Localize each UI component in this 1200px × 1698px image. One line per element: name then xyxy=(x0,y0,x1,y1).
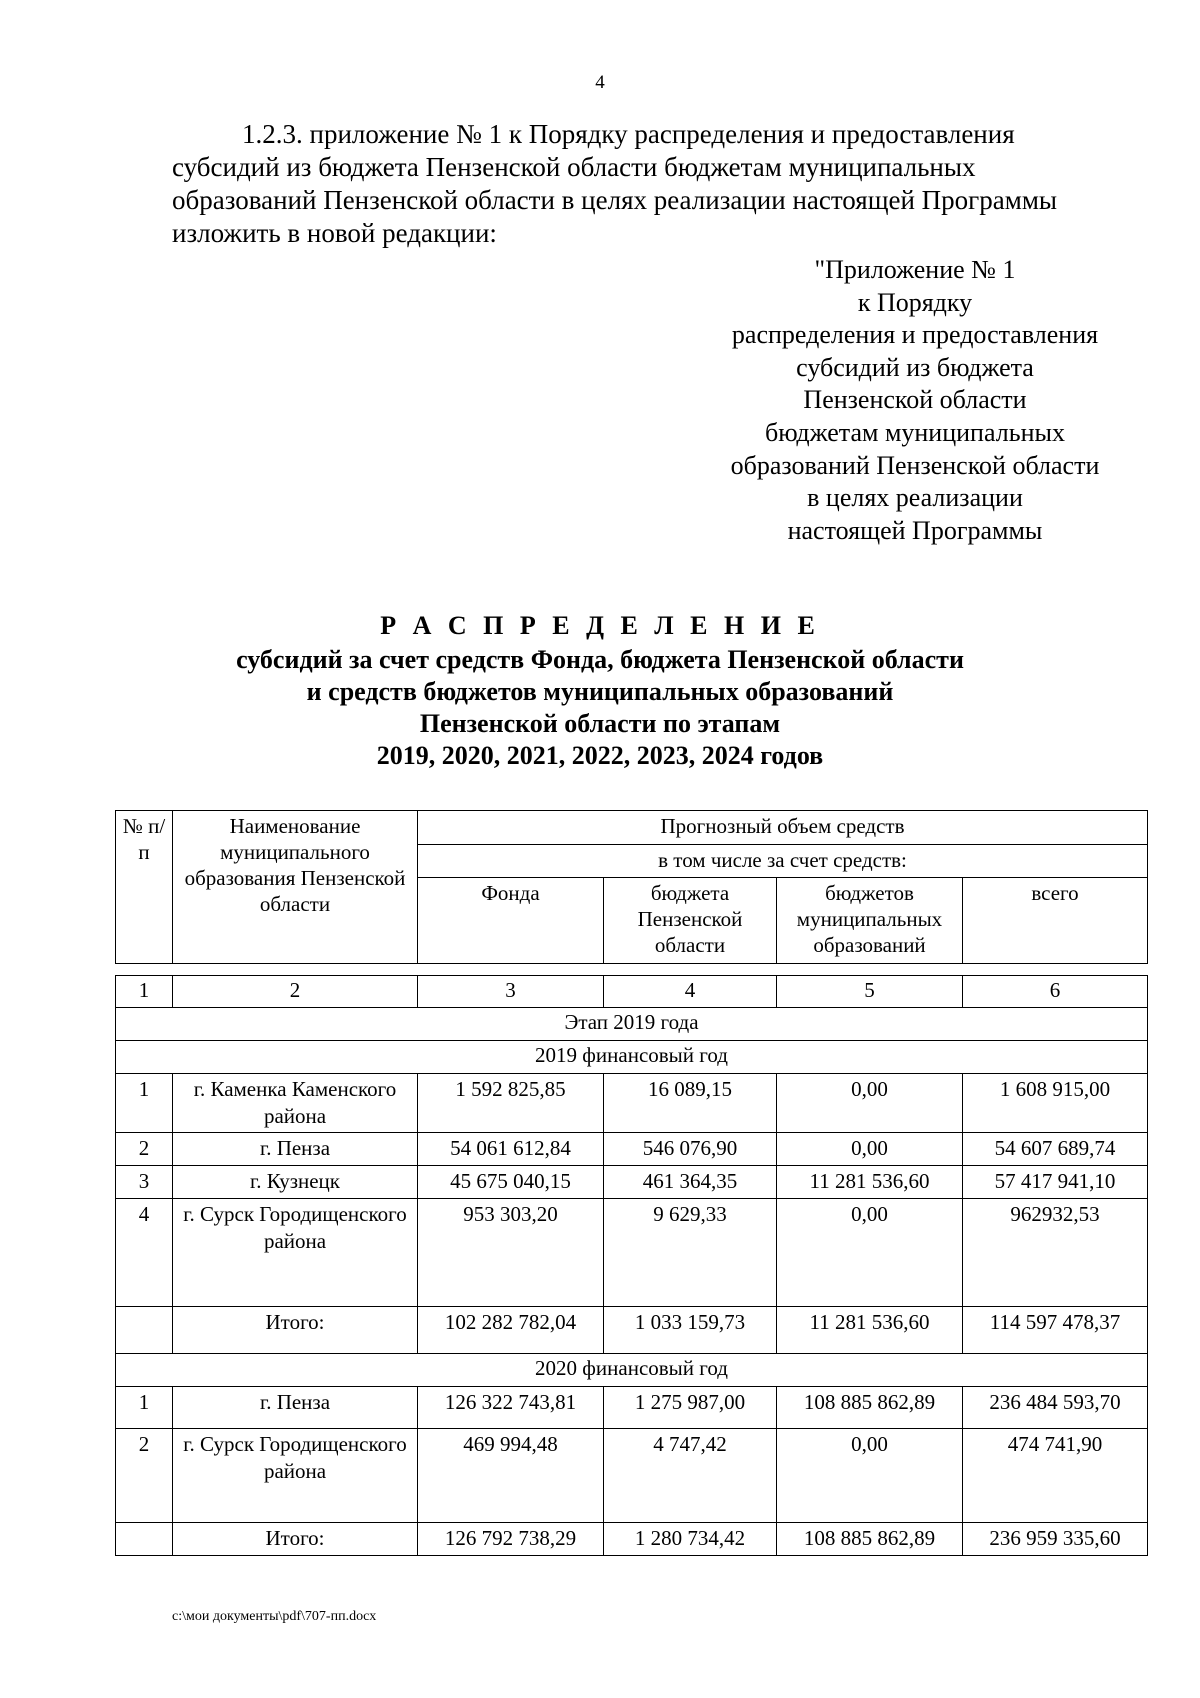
header-col-name: Наименование муниципального образования Пензенской области xyxy=(173,811,418,964)
total-value: 236 484 593,70 xyxy=(963,1387,1148,1429)
appendix-line: в целях реализации xyxy=(807,483,1023,513)
header-subgroup: в том числе за счет средств: xyxy=(418,845,1148,878)
column-number: 1 xyxy=(116,976,173,1008)
total-value: 1 608 915,00 xyxy=(963,1074,1148,1133)
fond-value: 54 061 612,84 xyxy=(418,1133,604,1166)
total-row xyxy=(116,1307,1148,1354)
header-col-municipal: бюджетов муниципальных образований xyxy=(777,878,963,964)
total-value: 57 417 941,10 xyxy=(963,1166,1148,1199)
fond-value: 102 282 782,04 xyxy=(418,1307,604,1354)
file-path-footer: c:\мои документы\pdf\707-пп.docx xyxy=(172,1609,377,1624)
header-col-num: № п/п xyxy=(116,811,173,964)
stage-title: Этап 2019 года xyxy=(116,1008,1148,1041)
municipal-value: 0,00 xyxy=(777,1199,963,1307)
column-number: 4 xyxy=(604,976,777,1008)
municipality-name: г. Пенза xyxy=(173,1133,418,1166)
year-title: 2019 финансовый год xyxy=(116,1041,1148,1074)
row-number: 1 xyxy=(116,1387,173,1429)
total-value: 962932,53 xyxy=(963,1199,1148,1307)
header-col-total: всего xyxy=(963,878,1148,964)
column-number: 5 xyxy=(777,976,963,1008)
municipality-name: г. Пенза xyxy=(173,1387,418,1429)
distribution-heading xyxy=(0,610,1200,772)
municipal-value: 0,00 xyxy=(777,1133,963,1166)
heading-line: субсидий за счет средств Фонда, бюджета Пензенской области xyxy=(236,645,964,674)
fond-value: 469 994,48 xyxy=(418,1429,604,1523)
intro-line: субсидий из бюджета Пензенской области бюджетам муниципальных xyxy=(172,152,976,182)
region-value: 16 089,15 xyxy=(604,1074,777,1133)
table-row xyxy=(116,1199,1148,1307)
row-number: 3 xyxy=(116,1166,173,1199)
empty-cell xyxy=(116,1307,173,1354)
row-number: 2 xyxy=(116,1133,173,1166)
intro-line: 1.2.3. приложение № 1 к Порядку распределения и предоставления xyxy=(242,119,1015,149)
intro-line: изложить в новой редакции: xyxy=(172,218,497,248)
municipal-value: 0,00 xyxy=(777,1429,963,1523)
municipal-value: 108 885 862,89 xyxy=(777,1523,963,1556)
header-group: Прогнозный объем средств xyxy=(418,811,1148,845)
distribution-table xyxy=(115,975,1148,1556)
table-row xyxy=(116,1429,1148,1523)
heading-title: Р А С П Р Е Д Е Л Е Н И Е xyxy=(380,611,820,640)
row-number: 2 xyxy=(116,1429,173,1523)
column-number-row xyxy=(116,976,1148,1008)
total-value: 236 959 335,60 xyxy=(963,1523,1148,1556)
appendix-line: настоящей Программы xyxy=(787,515,1043,545)
region-value: 1 280 734,42 xyxy=(604,1523,777,1556)
total-value: 114 597 478,37 xyxy=(963,1307,1148,1354)
heading-line: Пензенской области по этапам xyxy=(419,709,781,738)
table-row xyxy=(116,1133,1148,1166)
total-value: 474 741,90 xyxy=(963,1429,1148,1523)
municipality-name: г. Сурск Городищенского района xyxy=(173,1429,418,1523)
region-value: 4 747,42 xyxy=(604,1429,777,1523)
heading-line: 2019, 2020, 2021, 2022, 2023, 2024 годов xyxy=(376,741,824,770)
municipality-name: г. Кузнецк xyxy=(173,1166,418,1199)
total-label: Итого: xyxy=(173,1523,418,1556)
header-col-fond: Фонда xyxy=(418,878,604,964)
region-value: 1 033 159,73 xyxy=(604,1307,777,1354)
municipal-value: 11 281 536,60 xyxy=(777,1307,963,1354)
municipality-name: г. Сурск Городищенского района xyxy=(173,1199,418,1307)
fond-value: 953 303,20 xyxy=(418,1199,604,1307)
fond-value: 126 792 738,29 xyxy=(418,1523,604,1556)
appendix-line: распределения и предоставления xyxy=(731,320,1099,350)
appendix-line: Пензенской области xyxy=(803,385,1027,415)
column-number: 3 xyxy=(418,976,604,1008)
region-value: 9 629,33 xyxy=(604,1199,777,1307)
table-row xyxy=(116,1074,1148,1133)
fond-value: 126 322 743,81 xyxy=(418,1387,604,1429)
appendix-line: бюджетам муниципальных xyxy=(765,417,1065,447)
municipal-value: 11 281 536,60 xyxy=(777,1166,963,1199)
intro-line: образований Пензенской области в целях реализации настоящей Программы xyxy=(172,185,1058,215)
appendix-line: образований Пензенской области xyxy=(730,450,1100,480)
region-value: 461 364,35 xyxy=(604,1166,777,1199)
municipal-value: 0,00 xyxy=(777,1074,963,1133)
table-row xyxy=(116,1387,1148,1429)
row-number: 4 xyxy=(116,1199,173,1307)
table-row xyxy=(116,1166,1148,1199)
empty-cell xyxy=(116,1523,173,1556)
header-col-region: бюджета Пензенской области xyxy=(604,878,777,964)
intro-paragraph xyxy=(172,118,1147,250)
total-value: 54 607 689,74 xyxy=(963,1133,1148,1166)
appendix-line: "Приложение № 1 xyxy=(814,255,1016,284)
heading-line: и средств бюджетов муниципальных образований xyxy=(306,677,894,706)
region-value: 546 076,90 xyxy=(604,1133,777,1166)
column-number: 6 xyxy=(963,976,1148,1008)
page-number: 4 xyxy=(595,72,605,93)
total-row xyxy=(116,1523,1148,1556)
column-number: 2 xyxy=(173,976,418,1008)
fond-value: 1 592 825,85 xyxy=(418,1074,604,1133)
appendix-line: субсидий из бюджета xyxy=(796,352,1034,382)
total-label: Итого: xyxy=(173,1307,418,1354)
appendix-reference xyxy=(690,254,1140,547)
region-value: 1 275 987,00 xyxy=(604,1387,777,1429)
row-number: 1 xyxy=(116,1074,173,1133)
municipal-value: 108 885 862,89 xyxy=(777,1387,963,1429)
table-header xyxy=(115,810,1148,964)
municipality-name: г. Каменка Каменского района xyxy=(173,1074,418,1133)
year-title: 2020 финансовый год xyxy=(116,1354,1148,1387)
fond-value: 45 675 040,15 xyxy=(418,1166,604,1199)
appendix-line: к Порядку xyxy=(857,287,973,317)
